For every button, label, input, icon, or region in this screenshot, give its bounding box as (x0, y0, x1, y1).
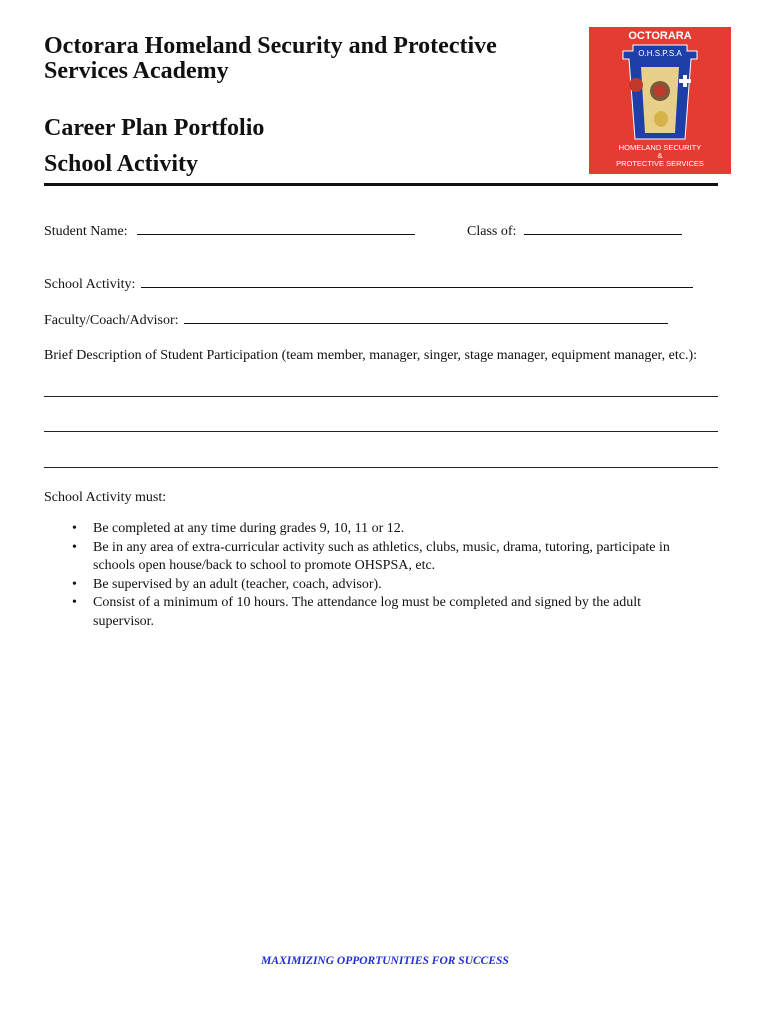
requirement-text: Be supervised by an adult (teacher, coach, advisor). (93, 576, 382, 592)
bullet-icon: • (72, 576, 77, 592)
logo-bottom-line1: HOMELAND SECURITY (618, 143, 702, 152)
advisor-label: Faculty/Coach/Advisor: (44, 313, 179, 328)
logo-top-text: OCTORARA (628, 30, 692, 42)
list-item (44, 539, 704, 576)
school-activity-field[interactable] (141, 275, 693, 288)
academy-title: Octorara Homeland Security and Protective Services Academy (44, 33, 497, 84)
requirements-heading: School Activity must: (44, 490, 167, 505)
form-title: School Activity (44, 151, 198, 177)
requirement-text: Be in any area of extra-curricular activity such as athletics, clubs, music, drama, tutoring, participate in schools open house/back to school to promote OHSPSA, etc. (93, 539, 670, 573)
class-of-row (467, 222, 682, 240)
bullet-icon: • (72, 539, 77, 555)
portfolio-title: Career Plan Portfolio (44, 115, 265, 141)
list-item (44, 594, 704, 631)
requirements-list (44, 520, 704, 631)
class-of-field[interactable] (524, 222, 682, 235)
bullet-icon: • (72, 595, 77, 610)
student-name-label: Student Name: (44, 224, 128, 239)
school-activity-label: School Activity: (44, 277, 136, 292)
class-of-label: Class of: (467, 224, 517, 239)
bullet-icon: • (72, 521, 77, 536)
description-line-3[interactable] (44, 467, 718, 468)
logo-bottom-text (589, 144, 731, 168)
footer-slogan: MAXIMIZING OPPORTUNITIES FOR SUCCESS (261, 955, 509, 967)
requirement-text: Be completed at any time during grades 9, 10, 11 or 12. (93, 521, 405, 536)
advisor-row (44, 311, 668, 329)
list-item (44, 576, 704, 595)
academy-logo (589, 27, 731, 174)
student-name-row (44, 222, 415, 240)
list-item (44, 520, 704, 539)
description-line-2[interactable] (44, 431, 718, 432)
logo-mid-text: O.H.S.P.S.A (638, 49, 682, 58)
student-name-field[interactable] (137, 222, 415, 235)
description-line-1[interactable] (44, 396, 718, 397)
advisor-field[interactable] (184, 311, 668, 324)
requirement-text: Consist of a minimum of 10 hours. The attendance log must be completed and signed by the adult supervisor. (93, 595, 641, 629)
school-activity-row (44, 275, 693, 293)
logo-bottom-line3: PROTECTIVE SERVICES (616, 159, 704, 168)
logo-bottom-line2: & (657, 151, 663, 160)
header-divider (44, 183, 718, 186)
description-label: Brief Description of Student Participation (team member, manager, singer, stage manager, equipment manager, etc.): (44, 348, 698, 363)
